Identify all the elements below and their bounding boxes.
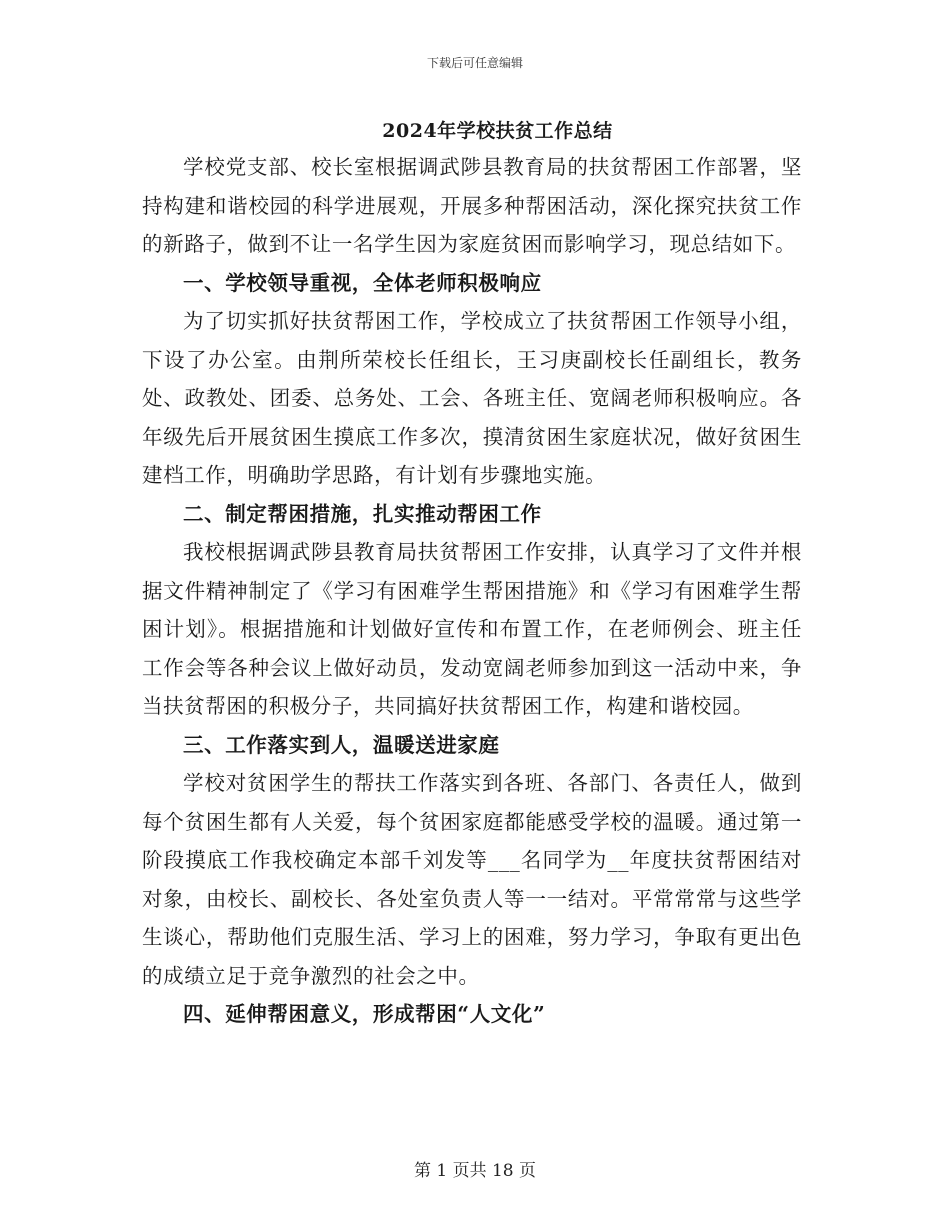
section-heading-4: 四、延伸帮困意义，形成帮困“人文化” [183, 1002, 546, 1026]
section-heading-1: 一、学校领导重视，全体老师积极响应 [183, 270, 542, 295]
section-body-2: 我校根据调武陟县教育局扶贫帮困工作安排，认真学习了文件并根据文件精神制定了《学习有困难学生帮困措施》和《学习有困难学生帮困计划》。根据措施和计划做好宣传和布置工作，在老师例会、班主任工作会等各种会议上做好动员，发动宽阔老师参加到这一活动中来，争当扶贫帮困的积极分子，共同搞好扶贫帮困工作，构建和谐校园。 [142, 540, 802, 718]
header-note: 下载后可任意编辑 [426, 56, 523, 70]
page-number: 第 1 页共 18 页 [413, 1161, 537, 1181]
document-title: 2024年学校扶贫工作总结 [382, 120, 613, 142]
document-body [142, 148, 802, 1034]
intro-paragraph: 学校党支部、校长室根据调武陟县教育局的扶贫帮困工作部署，坚持构建和谐校园的科学进展观，开展多种帮困活动，深化探究扶贫工作的新路子，做到不让一名学生因为家庭贫困而影响学习，现总结如下。 [142, 155, 802, 256]
section-heading-3: 三、工作落实到人，温暖送进家庭 [183, 732, 500, 757]
section-body-1: 为了切实抓好扶贫帮困工作，学校成立了扶贫帮困工作领导小组，下设了办公室。由荆所荣校长任组长，王习庚副校长任副组长，教务处、政教处、团委、总务处、工会、各班主任、宽阔老师积极响应。各年级先后开展贫困生摸底工作多次，摸清贫困生家庭状况，做好贫困生建档工作，明确助学思路，有计划有步骤地实施。 [142, 309, 802, 487]
section-heading-2: 二、制定帮困措施，扎实推动帮困工作 [183, 501, 542, 526]
section-body-3: 学校对贫困学生的帮扶工作落实到各班、各部门、各责任人，做到每个贫困生都有人关爱，每个贫困家庭都能感受学校的温暖。通过第一阶段摸底工作我校确定本部千刘发等___名同学为__年度扶贫帮困结对对象，由校长、副校长、各处室负责人等一一结对。平常常常与这些学生谈心，帮助他们克服生活、学习上的困难，努力学习，争取有更出色的成绩立足于竞争激烈的社会之中。 [142, 771, 802, 988]
